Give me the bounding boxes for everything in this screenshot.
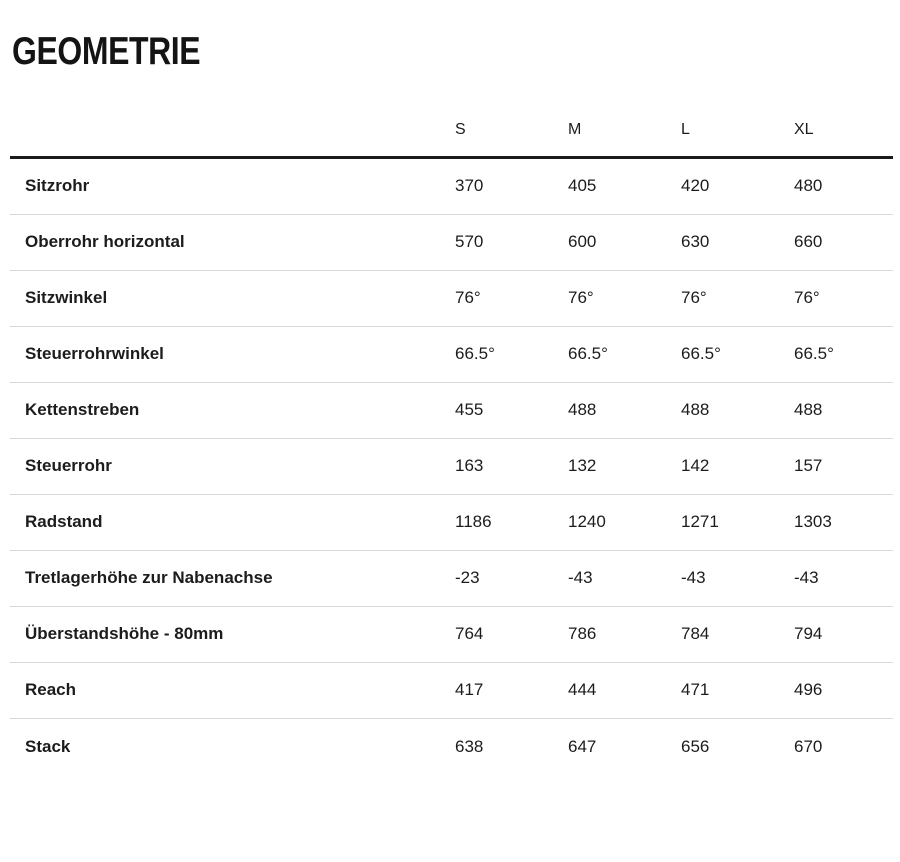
row-value-l: 784 bbox=[681, 624, 710, 644]
page-title: GEOMETRIE bbox=[12, 30, 201, 73]
table-body bbox=[10, 159, 893, 775]
row-value-xl: 496 bbox=[794, 680, 823, 700]
row-label: Oberrohr horizontal bbox=[25, 232, 185, 252]
row-value-s: -23 bbox=[455, 568, 480, 588]
row-value-xl: 480 bbox=[794, 176, 823, 196]
row-value-xl: 488 bbox=[794, 400, 823, 420]
column-header-size-xl: XL bbox=[794, 121, 814, 139]
row-value-xl: 76° bbox=[794, 288, 820, 308]
row-value-s: 417 bbox=[455, 680, 484, 700]
row-value-m: 444 bbox=[568, 680, 597, 700]
row-value-l: 76° bbox=[681, 288, 707, 308]
row-value-xl: -43 bbox=[794, 568, 819, 588]
row-label: Stack bbox=[25, 736, 71, 756]
row-label: Tretlagerhöhe zur Nabenachse bbox=[25, 568, 273, 588]
table-row bbox=[10, 271, 893, 327]
row-value-m: 647 bbox=[568, 736, 597, 756]
row-value-m: 76° bbox=[568, 288, 594, 308]
row-value-s: 1186 bbox=[455, 512, 492, 532]
row-value-s: 638 bbox=[455, 736, 484, 756]
table-row bbox=[10, 495, 893, 551]
row-label: Sitzrohr bbox=[25, 176, 90, 196]
table-row bbox=[10, 663, 893, 719]
row-value-m: -43 bbox=[568, 568, 593, 588]
row-value-s: 66.5° bbox=[455, 344, 495, 364]
column-header-size-m: M bbox=[568, 121, 582, 139]
row-value-l: 656 bbox=[681, 736, 710, 756]
row-value-s: 163 bbox=[455, 456, 484, 476]
table-row bbox=[10, 159, 893, 215]
row-value-l: 630 bbox=[681, 232, 710, 252]
row-value-m: 488 bbox=[568, 400, 597, 420]
row-value-m: 786 bbox=[568, 624, 597, 644]
table-row bbox=[10, 383, 893, 439]
row-value-l: 488 bbox=[681, 400, 710, 420]
row-value-m: 132 bbox=[568, 456, 597, 476]
row-value-xl: 670 bbox=[794, 736, 823, 756]
column-header-size-s: S bbox=[455, 121, 466, 139]
row-value-xl: 66.5° bbox=[794, 344, 834, 364]
row-value-xl: 157 bbox=[794, 456, 823, 476]
table-row bbox=[10, 551, 893, 607]
row-value-s: 455 bbox=[455, 400, 484, 420]
row-value-s: 570 bbox=[455, 232, 484, 252]
row-value-l: 1271 bbox=[681, 512, 719, 532]
geometry-table bbox=[10, 105, 893, 775]
row-value-xl: 1303 bbox=[794, 512, 832, 532]
row-label: Steuerrohrwinkel bbox=[25, 344, 164, 364]
row-value-l: -43 bbox=[681, 568, 706, 588]
row-value-s: 76° bbox=[455, 288, 481, 308]
table-header-row bbox=[10, 105, 893, 159]
table-row bbox=[10, 439, 893, 495]
row-label: Reach bbox=[25, 680, 77, 700]
row-value-l: 142 bbox=[681, 456, 710, 476]
geometry-page bbox=[0, 30, 900, 775]
row-label: Radstand bbox=[25, 512, 103, 532]
row-label: Steuerrohr bbox=[25, 456, 112, 476]
table-row bbox=[10, 327, 893, 383]
row-value-s: 764 bbox=[455, 624, 484, 644]
column-header-size-l: L bbox=[681, 121, 690, 139]
row-value-xl: 660 bbox=[794, 232, 823, 252]
row-value-l: 420 bbox=[681, 176, 710, 196]
row-value-xl: 794 bbox=[794, 624, 823, 644]
table-row bbox=[10, 719, 893, 775]
row-value-m: 66.5° bbox=[568, 344, 608, 364]
row-label: Sitzwinkel bbox=[25, 288, 108, 308]
row-value-m: 1240 bbox=[568, 512, 606, 532]
row-value-l: 66.5° bbox=[681, 344, 721, 364]
row-value-m: 405 bbox=[568, 176, 597, 196]
row-label: Kettenstreben bbox=[25, 400, 140, 420]
row-value-l: 471 bbox=[681, 680, 710, 700]
table-row bbox=[10, 215, 893, 271]
row-value-m: 600 bbox=[568, 232, 597, 252]
row-value-s: 370 bbox=[455, 176, 484, 196]
row-label: Überstandshöhe - 80mm bbox=[25, 624, 224, 644]
table-row bbox=[10, 607, 893, 663]
